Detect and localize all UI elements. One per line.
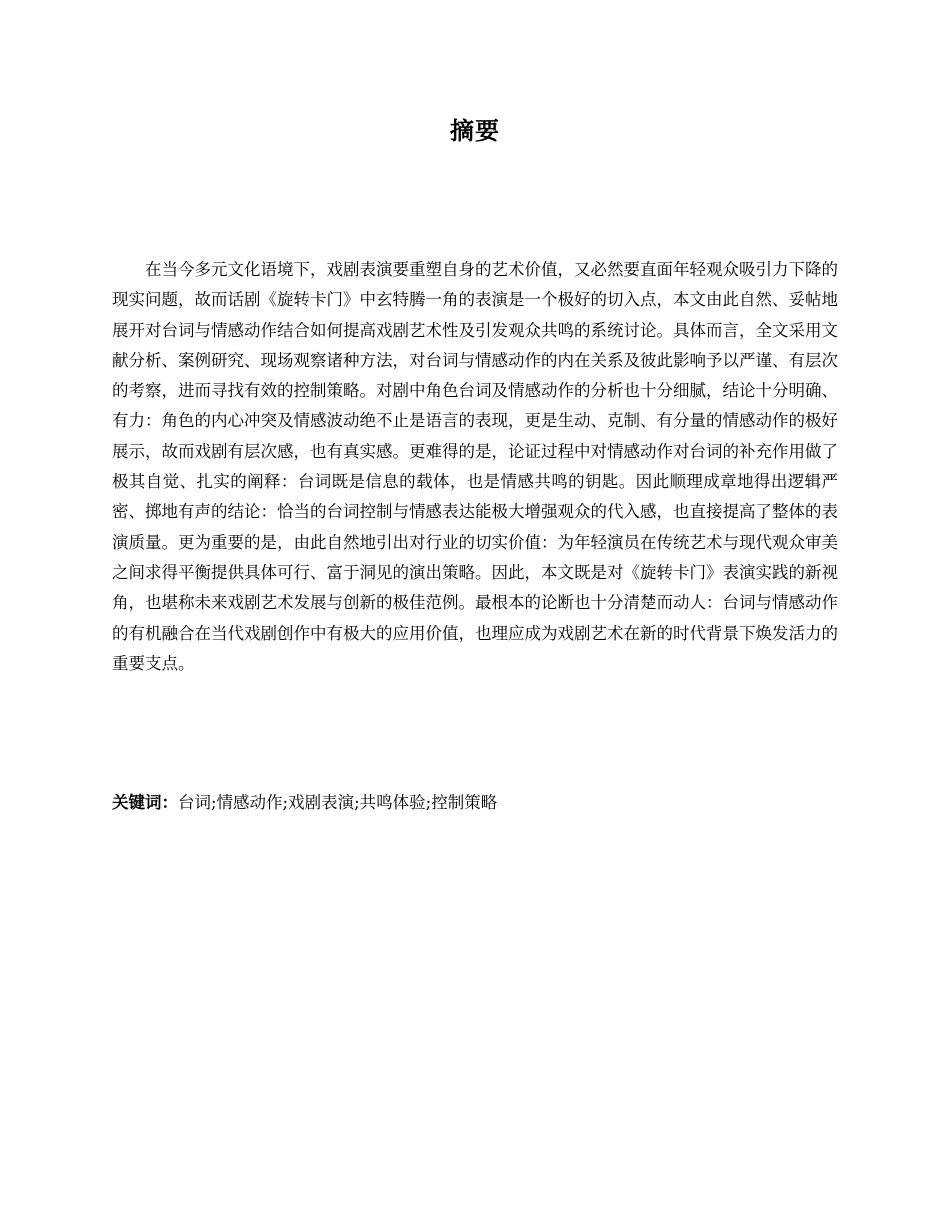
page-title: 摘要 bbox=[450, 117, 500, 145]
abstract-paragraph: 在当今多元文化语境下，戏剧表演要重塑自身的艺术价值，又必然要直面年轻观众吸引力下降的现实问题，故而话剧《旋转卡门》中玄特腾一角的表演是一个极好的切入点，本文由此自然、妥帖地展开对台词与情感动作结合如何提高戏剧艺术性及引发观众共鸣的系统讨论。具体而言，全文采用文献分析、案例研究、现场观察诸种方法，对台词与情感动作的内在关系及彼此影响予以严谨、有层次的考察，进而寻找有效的控制策略。对剧中角色台词及情感动作的分析也十分细腻，结论十分明确、有力：角色的内心冲突及情感波动绝不止是语言的表现，更是生动、克制、有分量的情感动作的极好展示，故而戏剧有层次感，也有真实感。更难得的是，论证过程中对情感动作对台词的补充作用做了极其自觉、扎实的阐释：台词既是信息的载体，也是情感共鸣的钥匙。因此顺理成章地得出逻辑严密、掷地有声的结论：恰当的台词控制与情感表达能极大增强观众的代入感，也直接提高了整体的表演质量。更为重要的是，由此自然地引出对行业的切实价值：为年轻演员在传统艺术与现代观众审美之间求得平衡提供具体可行、富于洞见的演出策略。因此，本文既是对《旋转卡门》表演实践的新视角，也堪称未来戏剧艺术发展与创新的极佳范例。最根本的论断也十分清楚而动人：台词与情感动作的有机融合在当代戏剧创作中有极大的应用价值，也理应成为戏剧艺术在新的时代背景下焕发活力的重要支点。 bbox=[112, 260, 838, 673]
keywords-text: 台词;情感动作;戏剧表演;共鸣体验;控制策略 bbox=[178, 793, 498, 812]
keywords-line bbox=[112, 788, 838, 818]
keywords-label: 关键词： bbox=[112, 793, 178, 812]
